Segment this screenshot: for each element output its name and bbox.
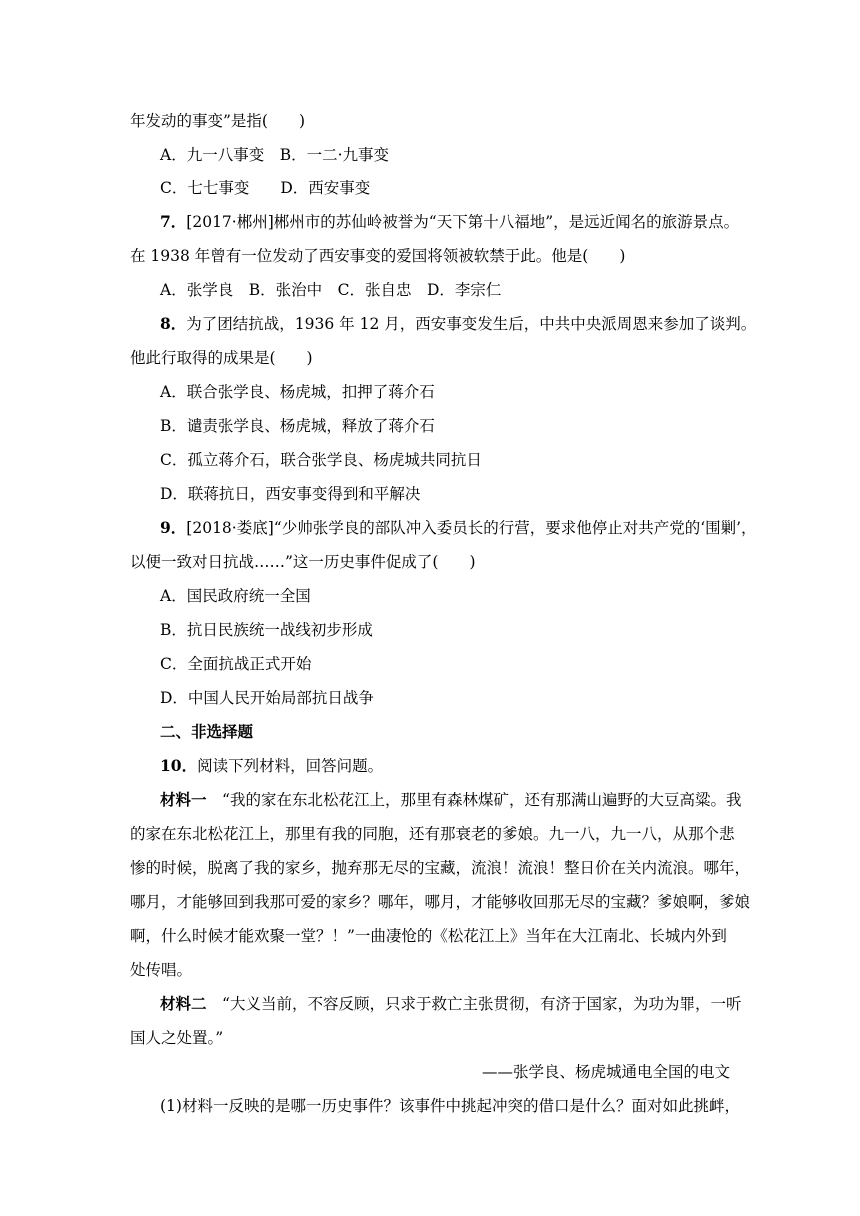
material-2-line <box>160 994 741 1014</box>
text-line: 在 1938 年曾有一位发动了西安事变的爱国将领被软禁于此。他是( ) <box>130 247 626 265</box>
question-8 <box>160 314 756 334</box>
option-line: D．联蒋抗日，西安事变得到和平解决 <box>160 485 421 503</box>
material-text: “我的家在东北松花江上，那里有森林煤矿，还有那满山遍野的大豆高粱。我 <box>222 791 742 809</box>
material-label: 材料二 <box>160 994 207 1013</box>
option-line: A．张学良 B．张治中 C．张自忠 D．李宗仁 <box>160 281 502 299</box>
material-1-line <box>160 790 741 810</box>
material-1-line: 啊，什么时候才能欢聚一堂？！”一曲凄怆的《松花江上》当年在大江南北、长城内外到 <box>130 927 727 945</box>
option-line: C．七七事变 D．西安事变 <box>160 179 371 197</box>
question-number: 7． <box>160 212 187 231</box>
material-1-line: 的家在东北松花江上，那里有我的同胞，还有那衰老的爹娘。九一八，九一八，从那个悲 <box>130 825 735 843</box>
question-7 <box>160 212 739 232</box>
material-2-line: 国人之处置。” <box>130 1029 224 1047</box>
question-number: 10． <box>160 756 198 775</box>
option-line: A．九一八事变 B．一二·九事变 <box>160 146 390 164</box>
option-line: A．联合张学良、杨虎城，扣押了蒋介石 <box>160 383 435 401</box>
material-1-line: 惨的时候，脱离了我的家乡，抛弃那无尽的宝藏，流浪！流浪！整日价在关内流浪。哪年， <box>130 859 751 877</box>
question-text: 为了团结抗战，1936 年 12 月，西安事变发生后，中共中央派周恩来参加了谈判。 <box>186 315 757 333</box>
material-source: ——张学良、杨虎城通电全国的电文 <box>481 1063 730 1081</box>
material-1-line: 处传唱。 <box>130 961 193 979</box>
material-text: “大义当前，不容反顾，只求于救亡主张贯彻，有济于国家，为功为罪，一听 <box>222 995 742 1013</box>
question-text: 阅读下列材料，回答问题。 <box>197 757 384 775</box>
question-text: [2018·娄底]“少帅张学良的部队冲入委员长的行营，要求他停止对共产党的‘围剿’， <box>186 519 757 537</box>
material-1-line: 哪月，才能够回到我那可爱的家乡？哪年，哪月，才能够收回那无尽的宝藏？爹娘啊，爹娘 <box>130 893 751 911</box>
question-10 <box>160 756 383 776</box>
option-line: C．全面抗战正式开始 <box>160 655 312 673</box>
option-line: A．国民政府统一全国 <box>160 587 311 605</box>
option-line: C．孤立蒋介石，联合张学良、杨虎城共同抗日 <box>160 451 482 469</box>
question-9 <box>160 518 757 538</box>
question-text: [2017·郴州]郴州市的苏仙岭被誉为“天下第十八福地”，是远近闻名的旅游景点。 <box>186 213 740 231</box>
question-number: 9． <box>160 518 187 537</box>
material-label: 材料一 <box>160 790 207 809</box>
text-line: 以便一致对日抗战……”这一历史事件促成了( ) <box>130 553 476 571</box>
question-number: 8． <box>160 314 187 333</box>
option-line: B．谴责张学良、杨虎城，释放了蒋介石 <box>160 417 435 435</box>
text-line: 他此行取得的成果是( ) <box>130 349 313 367</box>
option-line: B．抗日民族统一战线初步形成 <box>160 621 373 639</box>
sub-question: (1)材料一反映的是哪一历史事件？该事件中挑起冲突的借口是什么？面对如此挑衅， <box>160 1097 740 1115</box>
option-line: D．中国人民开始局部抗日战争 <box>160 689 374 707</box>
text-line: 年发动的事变”是指( ) <box>130 112 306 130</box>
section-heading: 二、非选择题 <box>160 722 254 741</box>
